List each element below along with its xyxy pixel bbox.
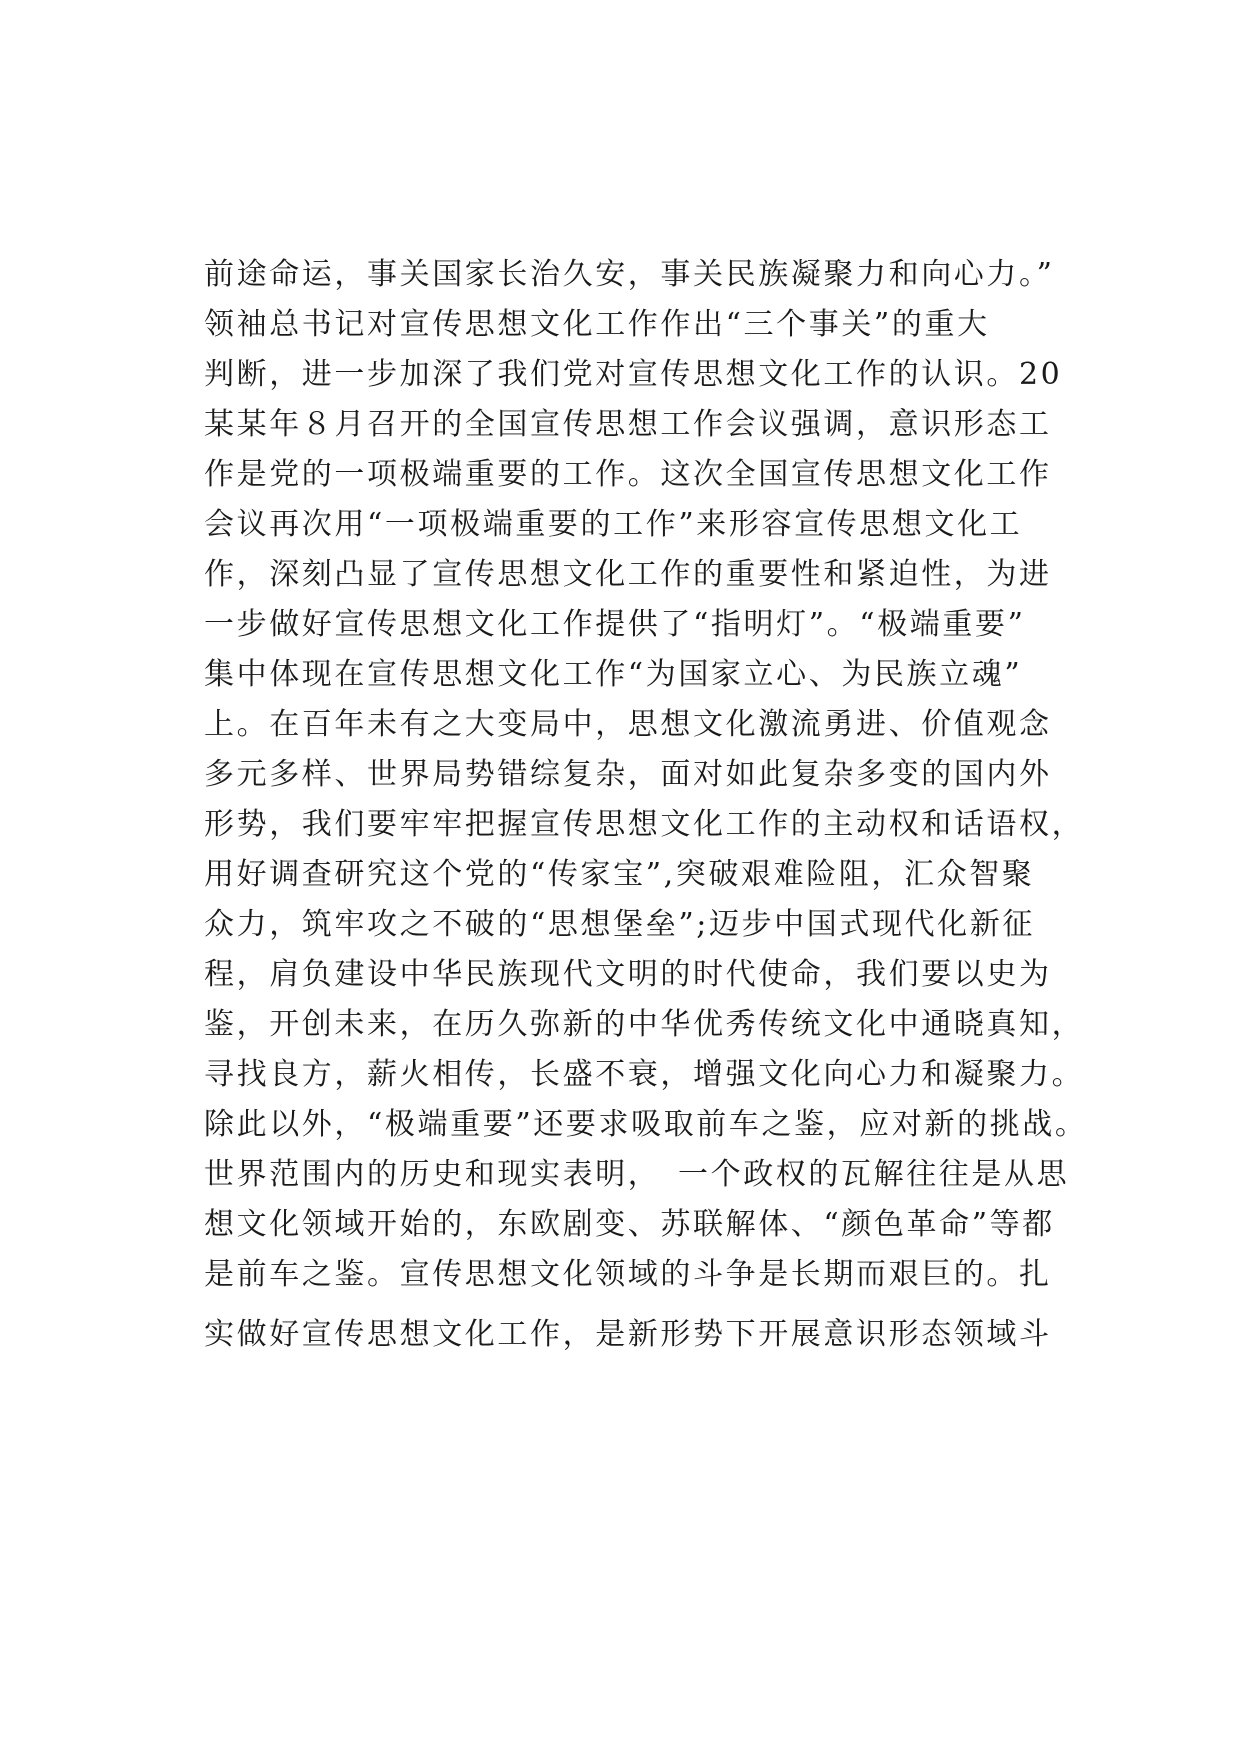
text-line: 一步做好宣传思想文化工作提供了“指明灯”。“极端重要” — [204, 607, 1026, 642]
text-line: 是前车之鉴。宣传思想文化领域的斗争是长期而艰巨的。扎 — [204, 1257, 1052, 1292]
body-text — [204, 250, 1088, 1360]
text-line: 前途命运，事关国家长治久安，事关民族凝聚力和向心力。” — [204, 257, 1055, 292]
text-line: 会议再次用“一项极端重要的工作”来形容宣传思想文化工 — [204, 507, 1023, 542]
text-line: 多元多样、世界局势错综复杂，面对如此复杂多变的国内外 — [204, 757, 1052, 792]
text-line: 作，深刻凸显了宣传思想文化工作的重要性和紧迫性，为进 — [204, 557, 1052, 592]
text-line: 程，肩负建设中华民族现代文明的时代使命，我们要以史为 — [204, 957, 1052, 992]
text-line: 上。在百年未有之大变局中，思想文化激流勇进、价值观念 — [204, 707, 1052, 742]
text-line: 形势，我们要牢牢把握宣传思想文化工作的主动权和话语权， — [204, 807, 1085, 842]
text-line: 寻找良方，薪火相传，长盛不衰，增强文化向心力和凝聚力。 — [204, 1057, 1085, 1092]
text-line: 想文化领域开始的，东欧剧变、苏联解体、“颜色革命”等都 — [204, 1207, 1055, 1242]
text-line: 除此以外，“极端重要”还要求吸取前车之鉴，应对新的挑战。 — [204, 1107, 1088, 1142]
text-line: 用好调查研究这个党的“传家宝”,突破艰难险阻，汇众智聚 — [204, 857, 1035, 892]
text-line: 世界范围内的历史和现实表明， 一个政权的瓦解往往是从思 — [204, 1157, 1070, 1192]
text-line: 众力，筑牢攻之不破的“思想堡垒”;迈步中国式现代化新征 — [204, 907, 1035, 942]
text-line: 作是党的一项极端重要的工作。这次全国宣传思想文化工作 — [204, 457, 1052, 492]
text-line: 集中体现在宣传思想文化工作“为国家立心、为民族立魂” — [204, 657, 1023, 692]
text-line: 实做好宣传思想文化工作，是新形势下开展意识形态领域斗 — [204, 1317, 1052, 1352]
text-line: 判断，进一步加深了我们党对宣传思想文化工作的认识。20 — [204, 357, 1063, 392]
text-line: 鉴，开创未来，在历久弥新的中华优秀传统文化中通晓真知， — [204, 1007, 1085, 1042]
text-line: 领袖总书记对宣传思想文化工作作出“三个事关”的重大 — [204, 307, 990, 342]
text-line: 某某年８月召开的全国宣传思想工作会议强调，意识形态工 — [204, 407, 1052, 442]
